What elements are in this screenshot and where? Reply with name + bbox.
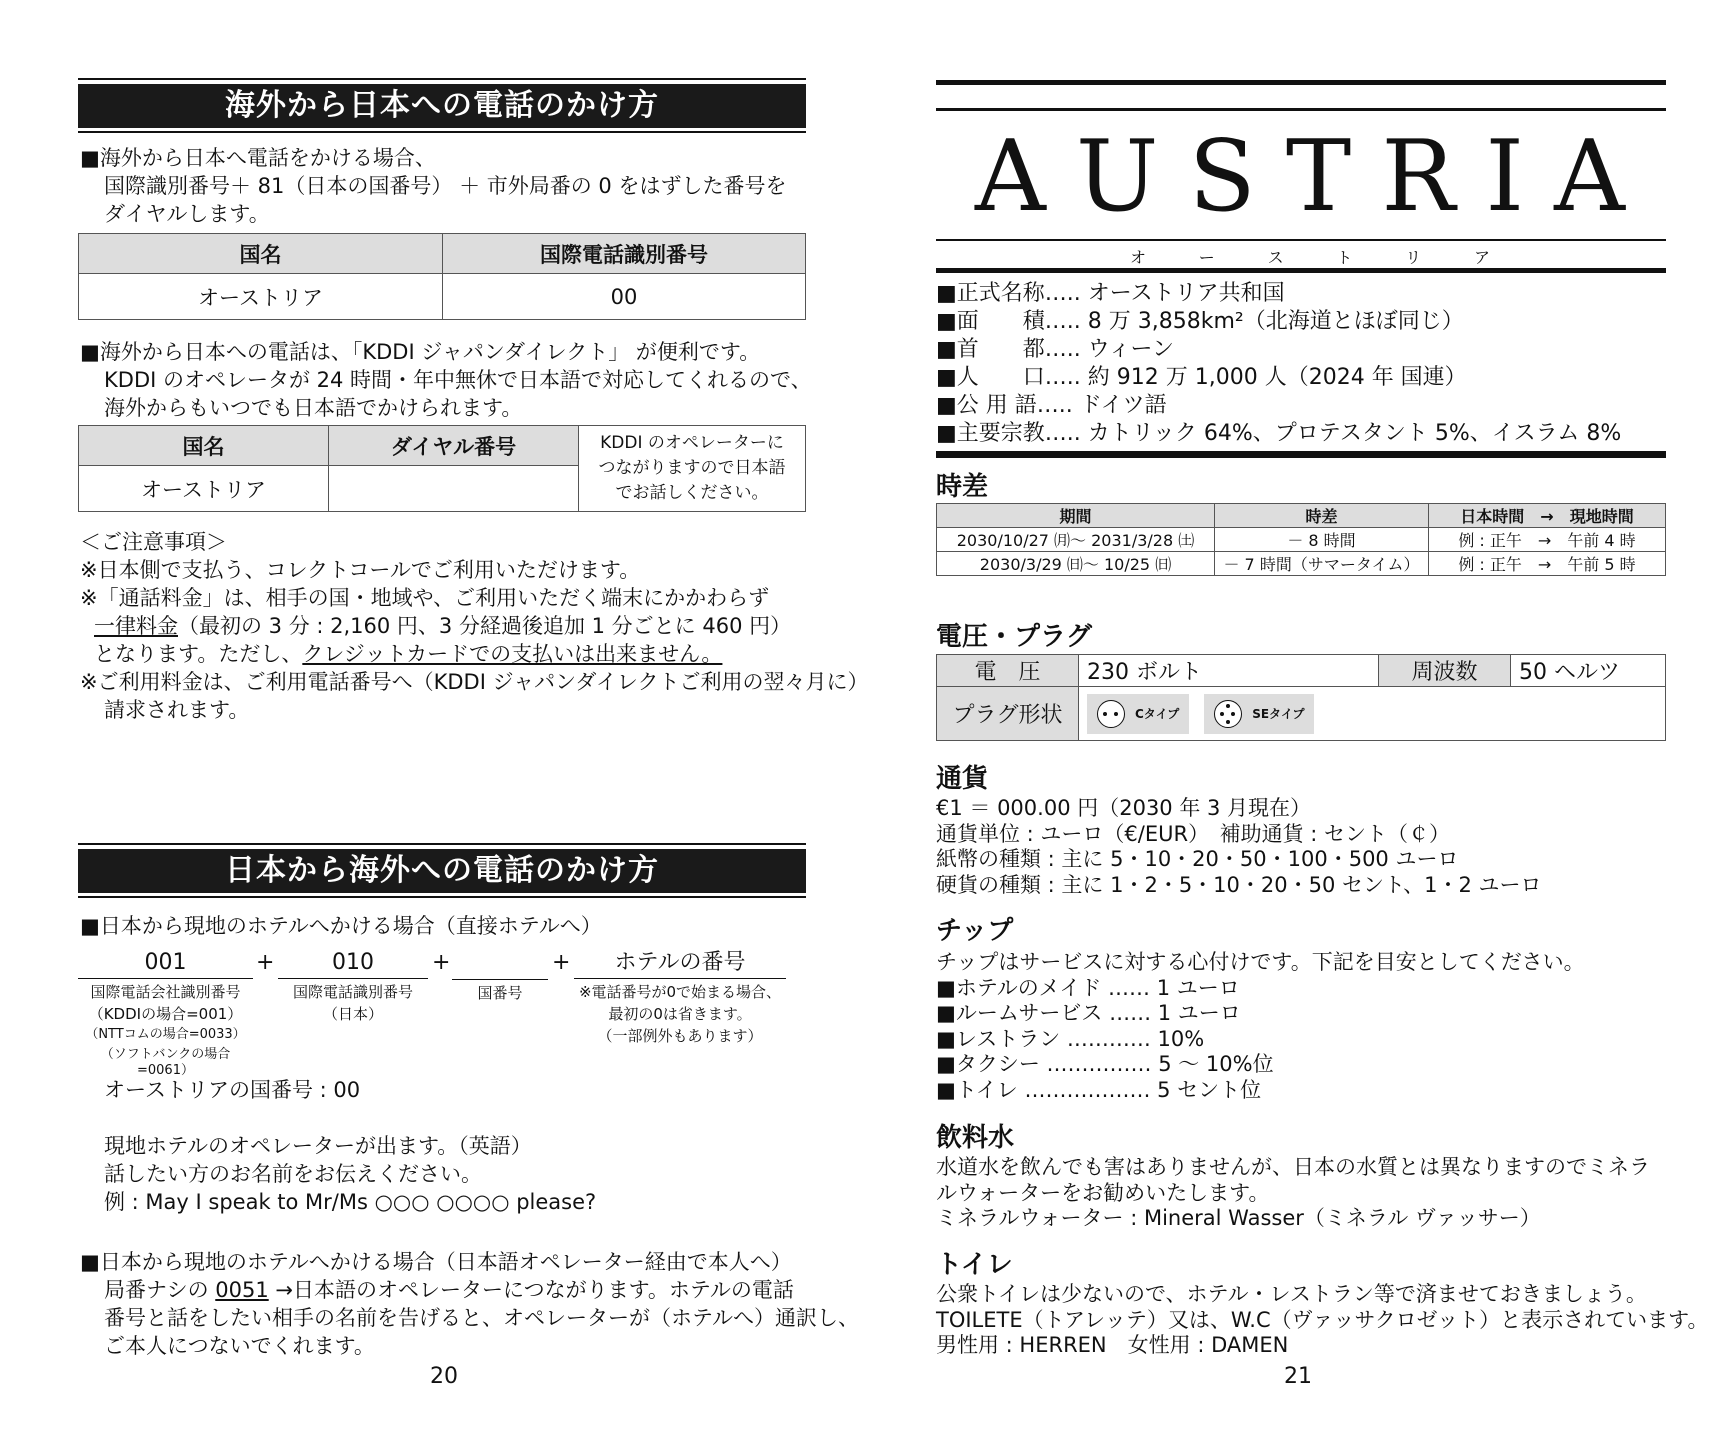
plug-se-icon: [1214, 700, 1242, 728]
table-header: 日本時間 → 現地時間: [1429, 504, 1666, 528]
plug-types: [1079, 687, 1666, 741]
notes-heading: ＜ご注意事項＞: [80, 530, 227, 554]
notes-block: ＜ご注意事項＞ ※日本側で支払う、コレクトコールでご利用いただけます。 ※「通話料金」は、相手の国・地域や、ご利用いただく端末にかかわらず 一律料金（最初の 3 分 : 2,160 円、3 分経過後追加 1 分ごとに 460 円） となります。ただし、クレジットカードでの支払いは出来ません。 ※ご利用料金は、ご利用電話番号へ（KDDI ジャパンダイレクトご利用の翌々月に） 請求されます。: [80, 530, 869, 722]
jp-operator-block: ■日本から現地のホテルへかける場合（日本語オペレーター経由で本人へ） 局番ナシの 0051 →日本語のオペレーターにつながります。ホテルの電話 番号と話をしたい相手の名前を告げると、オペレーターが（ホテルへ）通訳し、 ご本人につないでくれます。: [80, 1250, 859, 1358]
frequency-value: 50 ヘルツ: [1511, 655, 1666, 687]
table-header: 国際電話識別番号: [443, 234, 806, 274]
operator-note: KDDI のオペレーターに つながりますので日本語 でお話しください。: [579, 426, 806, 512]
divider: [936, 80, 1666, 85]
kddi-dial-table: [78, 425, 806, 512]
page-number: 21: [1284, 1364, 1312, 1389]
country-code-line: オーストリアの国番号 : 00: [104, 1078, 361, 1102]
voltage-label: 電 圧: [937, 655, 1079, 687]
divider: [936, 451, 1666, 458]
list-item: ■面 積….. 8 万 3,858km²（北海道とほぼ同じ）: [936, 309, 1464, 334]
table-cell: オーストリア: [79, 466, 329, 512]
list-item: ■首 都….. ウィーン: [936, 337, 1175, 362]
country-info-list: [936, 280, 1621, 448]
section-header-intl-to-japan: [78, 78, 806, 133]
time-difference-table: [936, 503, 1666, 576]
operator-block: 現地ホテルのオペレーターが出ます。（英語） 話したい方のお名前をお伝えください。 例 : May I speak to Mr/Ms ○○○ ○○○○ please?: [104, 1134, 597, 1214]
dial-intl-code: 010 国際電話識別番号 （日本）: [278, 948, 428, 1023]
toilet-text: 公衆トイレは少ないので、ホテル・レストラン等で済ませておきましょう。 TOILETE（トアレッテ）又は、W.C（ヴァッサクロゼット）と表示されています。 男性用 : HERREN 女性用 : DAMEN: [936, 1282, 1709, 1357]
section-title: 海外から日本への電話のかけ方: [78, 84, 806, 128]
toilet-heading: トイレ: [936, 1250, 1013, 1280]
plus-sign: +: [256, 950, 275, 975]
table-header: 国名: [79, 234, 443, 274]
plug-type-c: Cタイプ: [1087, 694, 1189, 734]
dial-company-code: 001 国際電話会社識別番号 （KDDIの場合=001） （NTTコムの場合=0033） （ソフトバンクの場合=0061）: [78, 948, 253, 1079]
page-number: 20: [430, 1364, 458, 1389]
voltage-plug-table: [936, 654, 1666, 741]
kddi-paragraph: ■海外から日本への電話は、「KDDI ジャパンダイレクト」 が便利です。 KDDI のオペレータが 24 時間・年中無休で日本語で対応してくれるので、 海外からもいつでも日本語でかけられます。: [80, 340, 812, 420]
country-title: A U S T R I A: [975, 120, 1625, 234]
table-header: ダイヤル番号: [329, 426, 579, 466]
plug-label: プラグ形状: [937, 687, 1079, 741]
intro-paragraph: ■海外から日本へ電話をかける場合、 国際識別番号＋ 81（日本の国番号） ＋ 市外局番の 0 をはずした番号を ダイヤルします。: [80, 146, 787, 226]
list-item: ■人 口….. 約 912 万 1,000 人（2024 年 国連）: [936, 365, 1467, 390]
table-cell: オーストリア: [79, 274, 443, 320]
plug-type-se: SEタイプ: [1204, 694, 1314, 734]
table-header: 国名: [79, 426, 329, 466]
currency-text: €1 ＝ 000.00 円（2030 年 3 月現在） 通貨単位 : ユーロ（€/EUR） 補助通貨 : セント（￠） 紙幣の種類 : 主に 5・10・20・50・100・500 ユーロ 硬貨の種類 : 主に 1・2・5・10・20・50 セント、1・2 ユーロ: [936, 796, 1542, 897]
list-item: ■正式名称….. オーストリア共和国: [936, 281, 1285, 306]
tip-text: チップはサービスに対する心付けです。下記を目安としてください。 ■ホテルのメイド …… 1 ユーロ ■ルームサービス …… 1 ユーロ ■レストラン ………… 10% ■タクシー …………… 5 ～ 10%位 ■トイレ ……………… 5 セント位: [936, 950, 1585, 1102]
plus-sign: +: [552, 950, 571, 975]
water-text: 水道水を飲んでも害はありませんが、日本の水質とは異なりますのでミネラ ルウォーターをお勧めいたします。 ミネラルウォーター : Mineral Wasser（ミネラル ヴァッサー）: [936, 1155, 1650, 1230]
frequency-label: 周波数: [1379, 655, 1511, 687]
divider: [936, 268, 1666, 273]
list-item: ■主要宗教….. カトリック 64%、プロテスタント 5%、イスラム 8%: [936, 421, 1622, 446]
voltage-heading: 電圧・プラグ: [936, 622, 1093, 652]
dial-hotel-number: ホテルの番号 ※電話番号が0で始まる場合、 最初の0は省きます。 （一部例外もあります）: [574, 948, 786, 1045]
section-title: 日本から海外への電話のかけ方: [78, 849, 806, 893]
plus-sign: +: [432, 950, 451, 975]
jisa-heading: 時差: [936, 472, 989, 502]
dial-country-code: 国番号: [452, 948, 548, 1002]
divider: [936, 108, 1666, 111]
table-cell: 00: [443, 274, 806, 320]
table-header: 時差: [1215, 504, 1429, 528]
table-header: 期間: [937, 504, 1215, 528]
tip-heading: チップ: [936, 916, 1014, 946]
country-title-kana: オ ー ス ト リ ア: [1130, 248, 1490, 267]
table-cell: [329, 466, 579, 512]
section-header-japan-to-intl: [78, 843, 806, 898]
hotel-direct-intro: ■日本から現地のホテルへかける場合（直接ホテルへ）: [80, 914, 602, 938]
water-heading: 飲料水: [936, 1123, 1015, 1153]
divider: [936, 239, 1666, 241]
voltage-value: 230 ボルト: [1079, 655, 1379, 687]
table-row: 2030/3/29 ㈰～ 10/25 ㈰ － 7 時間（サマータイム） 例 : 正午 → 午前 5 時: [937, 552, 1666, 576]
table-row: 2030/10/27 ㈪～ 2031/3/28 ㈯ － 8 時間 例 : 正午 → 午前 4 時: [937, 528, 1666, 552]
plug-c-icon: [1097, 700, 1125, 728]
list-item: ■公 用 語….. ドイツ語: [936, 393, 1167, 418]
intl-code-table: [78, 233, 806, 320]
currency-heading: 通貨: [936, 764, 989, 794]
